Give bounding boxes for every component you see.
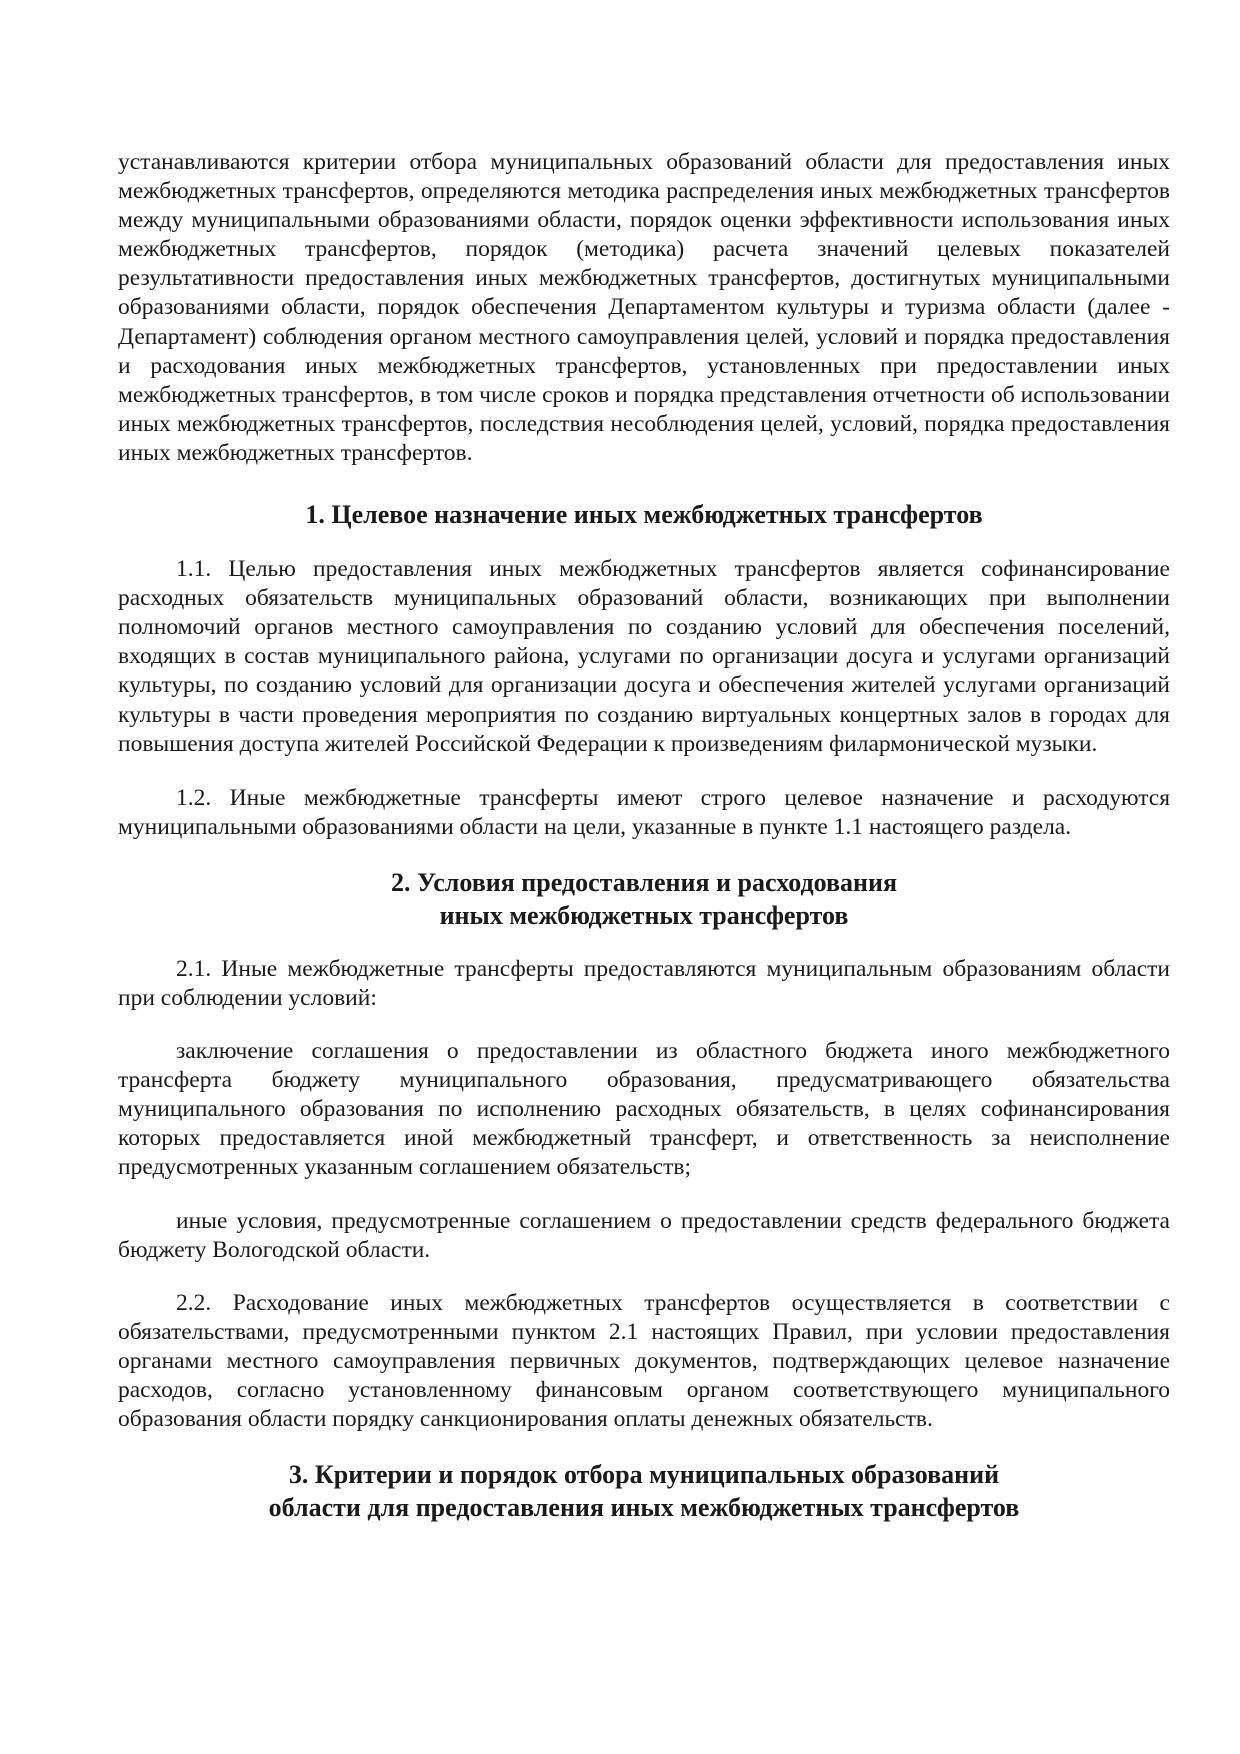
section-2-heading — [118, 866, 1170, 932]
section-1-heading — [118, 498, 1170, 531]
paragraph-1-1: 1.1. Целью предоставления иных межбюджетных трансфертов является софинансирование расходных обязательств муниципальных образований области, возникающих при выполнении полномочий органов местного самоуправления по созданию условий для обеспечения поселений, входящих в состав муниципального района, услугами по организации досуга и услугами организаций культуры, по созданию условий для организации досуга и обеспечения жителей услугами организаций культуры в части проведения мероприятия по созданию виртуальных концертных залов в городах для повышения доступа жителей Российской Федерации к произведениям филармонической музыки. — [118, 556, 1170, 757]
section-3-title-line-1: 3. Критерии и порядок отбора муниципальных образований — [288, 1460, 1000, 1490]
paragraph-2-2: 2.2. Расходование иных межбюджетных трансфертов осуществляется в соответствии с обязательствами, предусмотренными пунктом 2.1 настоящих Правил, при условии предоставления органами местного самоуправления первичных документов, подтверждающих целевое назначение расходов, согласно установленному финансовым органом соответствующего муниципального образования области порядку санкционирования оплаты денежных обязательств. — [118, 1289, 1170, 1433]
paragraph-1-2: 1.2. Иные межбюджетные трансферты имеют строго целевое назначение и расходуются муниципальными образованиями области на цели, указанные в пункте 1.1 настоящего раздела. — [118, 784, 1170, 840]
section-2-title-line-1: 2. Условия предоставления и расходования — [390, 867, 898, 897]
section-3-heading — [118, 1458, 1170, 1524]
section-2-title-line-2: иных межбюджетных трансфертов — [439, 900, 849, 930]
paragraph-2-1-condition-other: иные условия, предусмотренные соглашением о предоставлении средств федерального бюджета бюджету Вологодской области. — [118, 1207, 1170, 1263]
paragraph-2-1: 2.1. Иные межбюджетные трансферты предоставляются муниципальным образованиям области при соблюдении условий: — [118, 955, 1170, 1011]
paragraph-2-1-condition-agreement: заключение соглашения о предоставлении из областного бюджета иного межбюджетного трансферта бюджету муниципального образования, предусматривающего обязательства муниципального образования по исполнению расходных обязательств, в целях софинансирования которых предоставляется иной межбюджетный трансферт, и ответственность за неисполнение предусмотренных указанным соглашением обязательств; — [118, 1038, 1170, 1181]
section-1-title: 1. Целевое назначение иных межбюджетных трансфертов — [305, 500, 983, 530]
intro-paragraph: устанавливаются критерии отбора муниципальных образований области для предоставления иных межбюджетных трансфертов, определяются методика распределения иных межбюджетных трансфертов между муниципальными образованиями области, порядок оценки эффективности использования иных межбюджетных трансфертов, порядок (методика) расчета значений целевых показателей результативности предоставления иных межбюджетных трансфертов, достигнутых муниципальными образованиями области, порядок обеспечения Департаментом культуры и туризма области (далее - Департамент) соблюдения органом местного самоуправления целей, условий и порядка предоставления и расходования иных межбюджетных трансфертов, установленных при предоставлении иных межбюджетных трансфертов, в том числе сроков и порядка представления отчетности об использовании иных межбюджетных трансфертов, последствия несоблюдения целей, условий, порядка предоставления иных межбюджетных трансфертов. — [118, 149, 1170, 466]
section-3-title-line-2: области для предоставления иных межбюджетных трансфертов — [268, 1493, 1020, 1523]
document-page — [118, 148, 1170, 1524]
